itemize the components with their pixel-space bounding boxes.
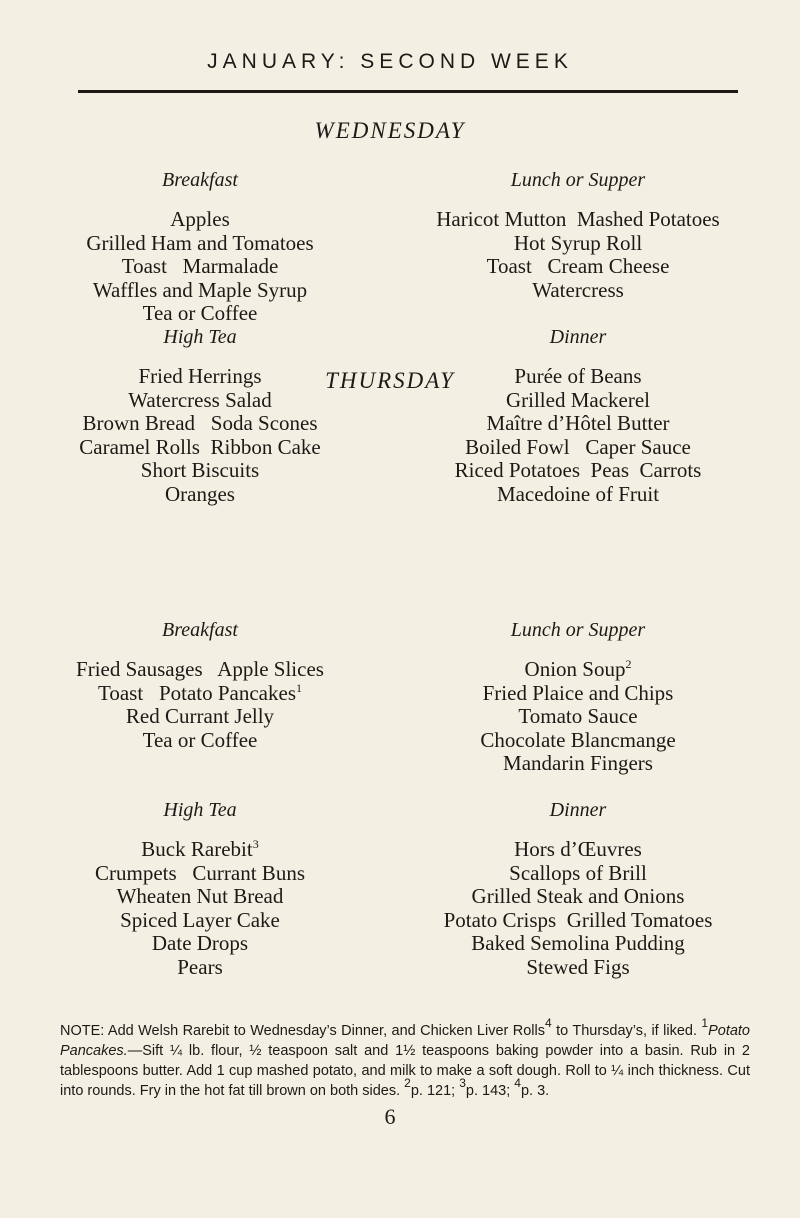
menu-heading: High Tea: [163, 799, 237, 821]
menu-item: Chocolate Blancmange: [480, 727, 676, 752]
day-title-thursday: THURSDAY: [325, 368, 455, 393]
footnote-mark: 1: [701, 1016, 709, 1030]
wed-lunch: [388, 168, 768, 302]
menu-item: Date Drops: [151, 931, 249, 955]
menu-item: Red Currant Jelly: [125, 704, 275, 728]
menu-item-text: Toast Potato Pancakes: [98, 680, 296, 705]
menu-item: Boiled Fowl Caper Sauce: [465, 434, 691, 459]
note-ref: p. 3.: [520, 1083, 550, 1099]
header-rule: [78, 90, 738, 93]
menu-item: Grilled Ham and Tomatoes: [86, 230, 314, 255]
footnote-mark: 4: [545, 1016, 552, 1030]
menu-item: Tea or Coffee: [142, 301, 258, 325]
menu-item: Caramel Rolls Ribbon Cake: [79, 434, 321, 459]
menu-item: Riced Potatoes Peas Carrots: [454, 458, 702, 482]
menu-item: Toast Cream Cheese: [486, 254, 670, 278]
menu-item: Toast Marmalade: [121, 254, 279, 278]
thu-breakfast: [20, 618, 380, 752]
day-title-wednesday: WEDNESDAY: [314, 118, 466, 143]
note-ref: p. 121;: [410, 1083, 460, 1099]
menu-heading: Lunch or Supper: [510, 619, 646, 641]
menu-item: Stewed Figs: [526, 954, 630, 979]
menu-heading: High Tea: [163, 326, 237, 348]
menu-item: Grilled Steak and Onions: [471, 884, 685, 908]
menu-item: Hors d’Œuvres: [514, 837, 642, 861]
menu-item: Scallops of Brill: [509, 860, 647, 885]
menu-item: Hot Syrup Roll: [513, 230, 643, 255]
menu-heading: Breakfast: [162, 619, 238, 641]
menu-item: Short Biscuits: [140, 458, 260, 482]
note-text: [60, 1016, 750, 1101]
menu-item: Potato Crisps Grilled Tomatoes: [443, 907, 713, 932]
footnote-mark: 2: [404, 1076, 411, 1090]
menu-item: Spiced Layer Cake: [120, 907, 280, 932]
menu-item: Haricot Mutton Mashed Potatoes: [436, 207, 720, 231]
menu-item: Maître d’Hôtel Butter: [486, 411, 670, 435]
running-head: JANUARY: SECOND WEEK: [207, 50, 573, 73]
menu-heading: Dinner: [549, 799, 607, 821]
menu-item: Fried Plaice and Chips: [482, 680, 674, 705]
note-ref: p. 143;: [465, 1083, 515, 1099]
footnote-mark: 4: [514, 1076, 521, 1090]
menu-item: Watercress: [532, 277, 624, 302]
menu-heading: Breakfast: [162, 169, 238, 191]
wed-high-tea: [20, 325, 380, 506]
menu-item: Tomato Sauce: [518, 704, 638, 728]
menu-item: Watercress Salad: [128, 387, 272, 412]
menu-item: Fried Sausages Apple Slices: [76, 657, 324, 681]
menu-item: Grilled Mackerel: [505, 387, 651, 412]
menu-item: [20, 682, 380, 706]
menu-item: Macedoine of Fruit: [496, 481, 660, 506]
footnote-mark: 3: [252, 837, 259, 851]
wed-breakfast: [20, 168, 380, 326]
menu-item-text: Onion Soup: [524, 657, 626, 681]
menu-item: Fried Herrings: [138, 364, 262, 388]
page-number: 6: [384, 1104, 396, 1129]
menu-item: [20, 838, 380, 862]
note-italic: Potato Pancakes.: [60, 1023, 750, 1059]
menu-item: Apples: [170, 207, 230, 231]
thu-lunch: [388, 618, 768, 776]
thu-high-tea: [20, 798, 380, 979]
note-part: to Thursday’s, if liked.: [551, 1023, 702, 1039]
note-part: —Sift ¼ lb. flour, ½ teaspoon salt and 1½ teaspoons baking powder into a basin. Rub in 2 tablespoons butter. Add 1 cup mashed potato, and milk to make a soft dough. Roll to ¼ inch thickness. Cut into rounds. Fry in the hot fat till brown on both sides.: [60, 1043, 750, 1099]
footnote-mark: 1: [296, 680, 302, 695]
note-part: NOTE: Add Welsh Rarebit to Wednesday’s Dinner, and Chicken Liver Rolls: [60, 1023, 546, 1039]
menu-item: Baked Semolina Pudding: [471, 931, 685, 955]
menu-item: Oranges: [165, 481, 235, 506]
menu-item: Waffles and Maple Syrup: [92, 277, 308, 302]
menu-item: Mandarin Fingers: [503, 751, 653, 775]
footnote-mark: 3: [459, 1076, 466, 1090]
menu-item-text: Buck Rarebit: [141, 837, 253, 861]
menu-heading: Lunch or Supper: [510, 169, 646, 191]
menu-item: [388, 658, 768, 682]
footnote-block: [60, 1016, 750, 1101]
thu-dinner: [388, 798, 768, 979]
menu-item: Pears: [177, 954, 223, 979]
menu-item: Tea or Coffee: [142, 727, 258, 752]
menu-item: Purée of Beans: [514, 364, 642, 388]
menu-item: Wheaten Nut Bread: [116, 884, 284, 908]
menu-heading: Dinner: [549, 326, 607, 348]
menu-item: Crumpets Currant Buns: [95, 860, 305, 885]
menu-item: Brown Bread Soda Scones: [82, 411, 318, 435]
footnote-mark: 2: [625, 657, 632, 671]
wed-dinner: [388, 325, 768, 506]
